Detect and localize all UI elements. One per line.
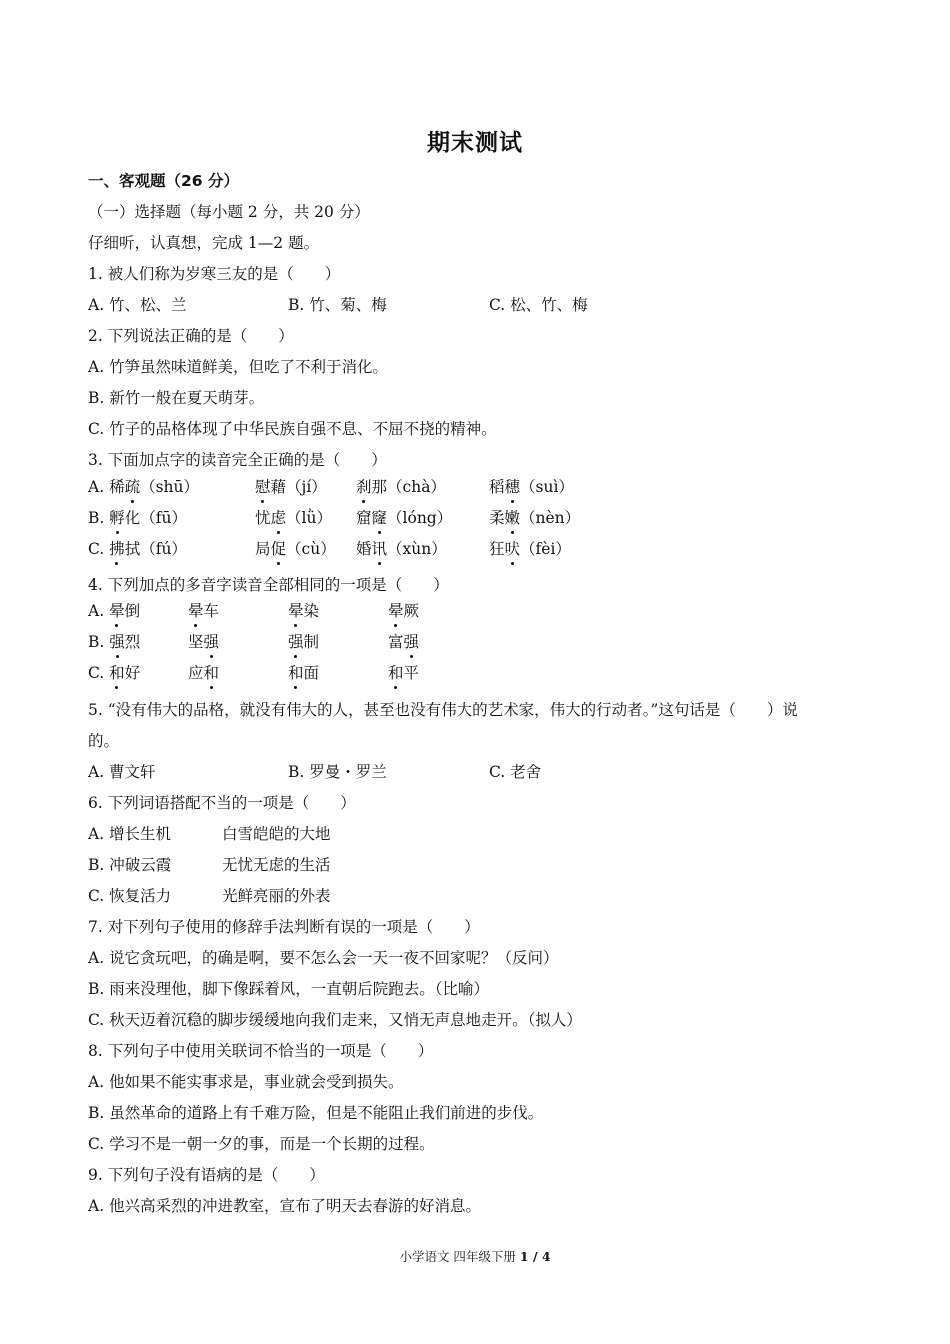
- word-char: 富: [388, 633, 404, 651]
- word-char: 婚: [356, 540, 372, 558]
- q8-option-c: C. 学习不是一朝一夕的事，而是一个长期的过程。: [88, 1135, 435, 1153]
- question-5: 5. “没有伟大的品格，就没有伟大的人，甚至也没有伟大的艺术家，伟大的行动者。”这句话是（ ）说: [88, 701, 798, 719]
- q4-option-c-item: [188, 662, 219, 684]
- word-char: 强: [288, 633, 304, 651]
- word-char: 强: [403, 633, 420, 651]
- question-3: 3. 下面加点字的读音完全正确的是（ ）: [88, 451, 387, 469]
- word-char: 倒: [124, 602, 141, 620]
- footer-text: 小学语文 四年级下册: [399, 1249, 520, 1264]
- word-char: 坚: [188, 633, 204, 651]
- q3-option-b-item: [255, 507, 332, 529]
- q3-option-b-item: [88, 507, 187, 529]
- word-char: 应: [188, 664, 204, 682]
- word-char: 藉: [270, 478, 287, 496]
- word-char: 窟: [356, 509, 372, 527]
- q4-option-c-item: [288, 662, 319, 684]
- q8-option-b: B. 虽然革命的道路上有千难万险，但是不能阻止我们前进的步伐。: [88, 1104, 544, 1122]
- q4-option-b-item: [388, 631, 419, 653]
- q3-option-a-item: [255, 476, 327, 498]
- word-char: 烈: [124, 633, 141, 651]
- word-char: 强: [203, 633, 220, 651]
- q4-option-a-item: [288, 600, 319, 622]
- word-char: 稻: [489, 478, 505, 496]
- pinyin: （fū）: [140, 509, 188, 527]
- q4-option-c-item: [88, 662, 140, 684]
- pinyin: （jí）: [286, 478, 327, 496]
- section-heading: 一、客观题（26 分）: [88, 172, 239, 190]
- word-char: 拭: [124, 540, 141, 558]
- q3-option-b-item: [356, 507, 452, 529]
- word-char: 晕: [109, 602, 125, 620]
- word-char: 化: [124, 509, 141, 527]
- q6-option-a: A. 增长生机: [88, 825, 172, 843]
- q8-option-a: A. 他如果不能实事求是，事业就会受到损失。: [88, 1073, 404, 1091]
- q5-option-c: C. 老舍: [489, 763, 542, 781]
- word-char: 疏: [124, 478, 141, 496]
- q4-option-a-item: [188, 600, 219, 622]
- q7-option-c: C. 秋天迈着沉稳的脚步缓缓地向我们走来，又悄无声息地走开。（拟人）: [88, 1011, 582, 1029]
- option-label: B.: [88, 509, 110, 527]
- word-char: 和: [288, 664, 304, 682]
- q3-option-c-item: [489, 538, 571, 560]
- word-char: 孵: [109, 509, 125, 527]
- q7-option-a: A. 说它贪玩吧，的确是啊，要不怎么会一天一夜不回家呢？（反问）: [88, 949, 559, 967]
- word-char: 车: [203, 602, 220, 620]
- word-char: 和: [388, 664, 404, 682]
- q1-option-b: B. 竹、菊、梅: [288, 296, 387, 314]
- q9-option-a: A. 他兴高采烈的冲进教室，宣布了明天去春游的好消息。: [88, 1197, 482, 1215]
- page-footer: [0, 1247, 950, 1265]
- q4-option-a-item: [88, 600, 140, 622]
- q4-option-b-item: [188, 631, 219, 653]
- word-char: 厥: [403, 602, 420, 620]
- q4-option-c-item: [388, 662, 419, 684]
- option-label: A.: [88, 478, 110, 496]
- question-2: 2. 下列说法正确的是（ ）: [88, 327, 294, 345]
- pinyin: （shū）: [140, 478, 200, 496]
- subsection-heading: （一）选择题（每小题 2 分，共 20 分）: [88, 203, 370, 221]
- word-char: 制: [303, 633, 320, 651]
- q5-option-b: B. 罗曼・罗兰: [288, 763, 387, 781]
- q2-option-a: A. 竹笋虽然味道鲜美，但吃了不利于消化。: [88, 358, 389, 376]
- option-label: C.: [88, 540, 110, 558]
- word-char: 那: [371, 478, 388, 496]
- word-char: 强: [109, 633, 125, 651]
- q3-option-c-item: [88, 538, 187, 560]
- q6-option-a-phrase: 白雪皑皑的大地: [222, 825, 331, 843]
- q3-option-c-item: [255, 538, 336, 560]
- q6-option-b-phrase: 无忧无虑的生活: [222, 856, 331, 874]
- option-label: B.: [88, 633, 110, 651]
- word-char: 晕: [288, 602, 304, 620]
- q3-option-b-item: [489, 507, 580, 529]
- option-label: A.: [88, 602, 110, 620]
- q3-option-c-item: [356, 538, 447, 560]
- q2-option-c: C. 竹子的品格体现了中华民族自强不息、不屈不挠的精神。: [88, 420, 497, 438]
- q7-option-b: B. 雨来没理他，脚下像踩着风，一直朝后院跑去。（比喻）: [88, 980, 489, 998]
- q1-option-a: A. 竹、松、兰: [88, 296, 187, 314]
- instruction: 仔细听，认真想，完成 1—2 题。: [88, 234, 320, 252]
- pinyin: （nèn）: [520, 509, 581, 527]
- word-char: 慰: [255, 478, 271, 496]
- question-4: 4. 下列加点的多音字读音全部相同的一项是（ ）: [88, 576, 449, 594]
- pinyin: （chà）: [387, 478, 446, 496]
- q3-option-a-item: [356, 476, 446, 498]
- question-1: 1. 被人们称为岁寒三友的是（ ）: [88, 265, 341, 283]
- word-char: 忧: [255, 509, 271, 527]
- word-char: 晕: [188, 602, 204, 620]
- pinyin: （suì）: [520, 478, 574, 496]
- word-char: 狂: [489, 540, 505, 558]
- q6-option-c-phrase: 光鲜亮丽的外表: [222, 887, 331, 905]
- q1-option-c: C. 松、竹、梅: [489, 296, 588, 314]
- word-char: 和: [109, 664, 125, 682]
- q6-option-c: C. 恢复活力: [88, 887, 172, 905]
- word-char: 好: [124, 664, 141, 682]
- word-char: 虑: [270, 509, 287, 527]
- word-char: 平: [403, 664, 420, 682]
- question-6: 6. 下列词语搭配不当的一项是（ ）: [88, 794, 356, 812]
- q3-option-a-item: [489, 476, 574, 498]
- q2-option-b: B. 新竹一般在夏天萌芽。: [88, 389, 265, 407]
- option-label: C.: [88, 664, 110, 682]
- pinyin: （fèi）: [520, 540, 571, 558]
- word-char: 穗: [504, 478, 521, 496]
- pinyin: （fú）: [140, 540, 187, 558]
- q5-option-a: A. 曹文轩: [88, 763, 156, 781]
- question-9: 9. 下列句子没有语病的是（ ）: [88, 1166, 325, 1184]
- page-title: 期末测试: [427, 130, 523, 156]
- word-char: 面: [303, 664, 320, 682]
- page-number: 1 / 4: [519, 1249, 551, 1264]
- pinyin: （lǜ）: [286, 509, 332, 527]
- pinyin: （cù）: [286, 540, 336, 558]
- word-char: 促: [270, 540, 287, 558]
- word-char: 讯: [371, 540, 388, 558]
- question-7: 7. 对下列句子使用的修辞手法判断有误的一项是（ ）: [88, 918, 480, 936]
- word-char: 和: [203, 664, 220, 682]
- q3-option-a-item: [88, 476, 199, 498]
- question-5-cont: 的。: [88, 732, 120, 750]
- pinyin: （lóng）: [387, 509, 453, 527]
- word-char: 局: [255, 540, 271, 558]
- word-char: 刹: [356, 478, 372, 496]
- q4-option-b-item: [288, 631, 319, 653]
- word-char: 稀: [109, 478, 125, 496]
- q4-option-b-item: [88, 631, 140, 653]
- pinyin: （xùn）: [387, 540, 447, 558]
- word-char: 窿: [371, 509, 388, 527]
- word-char: 拂: [109, 540, 125, 558]
- word-char: 染: [303, 602, 320, 620]
- q4-option-a-item: [388, 600, 419, 622]
- q6-option-b: B. 冲破云霞: [88, 856, 172, 874]
- question-8: 8. 下列句子中使用关联词不恰当的一项是（ ）: [88, 1042, 434, 1060]
- word-char: 吠: [504, 540, 521, 558]
- word-char: 晕: [388, 602, 404, 620]
- word-char: 柔: [489, 509, 505, 527]
- word-char: 嫩: [504, 509, 521, 527]
